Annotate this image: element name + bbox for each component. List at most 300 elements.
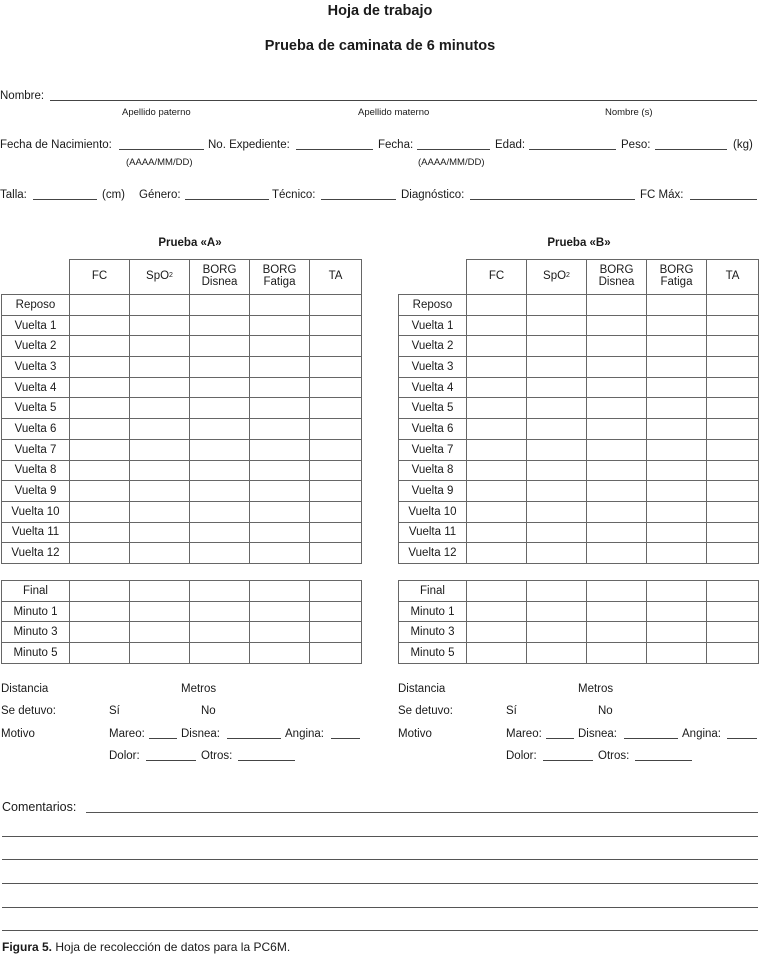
recovery-row	[2, 601, 362, 622]
data-cell[interactable]	[587, 398, 647, 419]
column-header-borg-fatiga: BORG Fatiga	[250, 260, 310, 295]
row-label: Vuelta 6	[2, 419, 70, 440]
data-cell[interactable]	[467, 357, 527, 378]
row-label: Vuelta 8	[2, 460, 70, 481]
lap-row	[2, 398, 362, 419]
lap-row	[2, 419, 362, 440]
data-cell[interactable]	[70, 439, 130, 460]
data-cell[interactable]	[527, 622, 587, 643]
data-cell[interactable]	[527, 377, 587, 398]
data-cell[interactable]	[70, 460, 130, 481]
data-cell[interactable]	[310, 522, 362, 543]
data-cell[interactable]	[527, 357, 587, 378]
recovery-row	[2, 581, 362, 602]
recovery-row	[2, 643, 362, 664]
data-cell[interactable]	[190, 357, 250, 378]
angina-label: Angina:	[285, 728, 325, 740]
row-label: Vuelta 9	[2, 481, 70, 502]
page-subtitle: Prueba de caminata de 6 minutos	[264, 38, 496, 54]
row-label: Vuelta 3	[2, 357, 70, 378]
data-cell[interactable]	[250, 357, 310, 378]
row-label: Vuelta 11	[2, 522, 70, 543]
data-cell[interactable]	[190, 501, 250, 522]
column-header-spo2: SpO 2	[527, 260, 587, 295]
data-cell[interactable]	[190, 377, 250, 398]
lap-row	[399, 522, 759, 543]
data-cell[interactable]	[707, 377, 759, 398]
data-cell[interactable]	[190, 460, 250, 481]
data-cell[interactable]	[130, 581, 190, 602]
data-cell[interactable]	[647, 460, 707, 481]
comentarios-line[interactable]	[2, 836, 758, 837]
column-header-borg-disnea: BORG Disnea	[587, 260, 647, 295]
data-cell[interactable]	[250, 622, 310, 643]
expediente-field[interactable]	[296, 149, 373, 150]
fecha-nacimiento-field[interactable]	[119, 149, 204, 150]
data-cell[interactable]	[647, 601, 707, 622]
data-cell[interactable]	[587, 439, 647, 460]
disnea-field[interactable]	[624, 738, 678, 739]
data-cell[interactable]	[527, 336, 587, 357]
data-cell[interactable]	[250, 601, 310, 622]
otros-field[interactable]	[238, 760, 295, 761]
data-cell[interactable]	[190, 336, 250, 357]
data-cell[interactable]	[467, 481, 527, 502]
row-label: Vuelta 10	[399, 501, 467, 522]
data-cell[interactable]	[70, 601, 130, 622]
data-cell[interactable]	[647, 501, 707, 522]
data-cell[interactable]	[130, 357, 190, 378]
data-cell[interactable]	[250, 419, 310, 440]
data-cell[interactable]	[647, 522, 707, 543]
data-cell[interactable]	[310, 460, 362, 481]
no-option[interactable]: No	[201, 705, 216, 717]
otros-label: Otros:	[598, 750, 630, 762]
data-cell[interactable]	[647, 295, 707, 316]
data-cell[interactable]	[130, 601, 190, 622]
data-cell[interactable]	[190, 581, 250, 602]
column-header-fc: FC	[467, 260, 527, 295]
lap-row	[2, 377, 362, 398]
nombres-label: Nombre (s)	[605, 107, 653, 118]
column-header-fc: FC	[70, 260, 130, 295]
data-cell[interactable]	[130, 522, 190, 543]
data-cell[interactable]	[647, 315, 707, 336]
data-cell[interactable]	[707, 501, 759, 522]
row-label: Vuelta 3	[399, 357, 467, 378]
data-cell[interactable]	[250, 398, 310, 419]
column-header-spo2: SpO 2	[130, 260, 190, 295]
data-cell[interactable]	[467, 439, 527, 460]
data-cell[interactable]	[647, 419, 707, 440]
nombre-field[interactable]	[50, 100, 757, 101]
fecha-field[interactable]	[417, 149, 490, 150]
data-cell[interactable]	[190, 419, 250, 440]
se-detuvo-label: Se detuvo:	[1, 705, 56, 717]
data-cell[interactable]	[467, 460, 527, 481]
dolor-field[interactable]	[146, 760, 196, 761]
data-cell[interactable]	[190, 543, 250, 564]
data-cell[interactable]	[70, 398, 130, 419]
data-cell[interactable]	[527, 581, 587, 602]
data-cell[interactable]	[130, 501, 190, 522]
mareo-field[interactable]	[149, 738, 177, 739]
data-cell[interactable]	[130, 439, 190, 460]
data-cell[interactable]	[70, 315, 130, 336]
data-cell[interactable]	[707, 622, 759, 643]
data-cell[interactable]	[587, 377, 647, 398]
data-cell[interactable]	[527, 315, 587, 336]
data-cell[interactable]	[190, 398, 250, 419]
prueba-a-recovery-table	[1, 580, 362, 664]
data-cell[interactable]	[707, 336, 759, 357]
data-cell[interactable]	[467, 622, 527, 643]
lap-row	[399, 543, 759, 564]
comentarios-line[interactable]	[2, 907, 758, 908]
data-cell[interactable]	[527, 295, 587, 316]
data-cell[interactable]	[707, 643, 759, 664]
mareo-label: Mareo:	[109, 728, 145, 740]
disnea-field[interactable]	[227, 738, 281, 739]
peso-label: Peso:	[621, 139, 651, 151]
comentarios-line[interactable]	[2, 883, 758, 884]
data-cell[interactable]	[527, 481, 587, 502]
fecha-label: Fecha:	[378, 139, 414, 151]
data-cell[interactable]	[130, 543, 190, 564]
disnea-label: Disnea:	[181, 728, 220, 740]
data-cell[interactable]	[130, 377, 190, 398]
data-cell[interactable]	[310, 622, 362, 643]
lap-row	[399, 315, 759, 336]
data-cell[interactable]	[707, 522, 759, 543]
data-cell[interactable]	[467, 522, 527, 543]
data-cell[interactable]	[527, 501, 587, 522]
data-cell[interactable]	[707, 543, 759, 564]
motivo-label: Motivo	[398, 728, 432, 740]
data-cell[interactable]	[587, 622, 647, 643]
data-cell[interactable]	[587, 315, 647, 336]
row-label: Reposo	[2, 295, 70, 316]
dolor-field[interactable]	[543, 760, 593, 761]
data-cell[interactable]	[250, 460, 310, 481]
angina-field[interactable]	[331, 738, 360, 739]
row-label: Vuelta 1	[399, 315, 467, 336]
recovery-row	[399, 601, 759, 622]
data-cell[interactable]	[587, 481, 647, 502]
data-cell[interactable]	[587, 357, 647, 378]
data-cell[interactable]	[467, 543, 527, 564]
data-cell[interactable]	[130, 336, 190, 357]
figure-number: Figura 5.	[2, 940, 53, 954]
table-corner	[399, 260, 467, 295]
lap-row	[2, 357, 362, 378]
page-title: Hoja de trabajo	[327, 3, 433, 19]
data-cell[interactable]	[707, 601, 759, 622]
recovery-row	[399, 643, 759, 664]
expediente-label: No. Expediente:	[208, 139, 290, 151]
data-cell[interactable]	[707, 295, 759, 316]
row-label: Minuto 3	[2, 622, 70, 643]
data-cell[interactable]	[467, 601, 527, 622]
data-cell[interactable]	[467, 581, 527, 602]
data-cell[interactable]	[70, 581, 130, 602]
data-cell[interactable]	[467, 398, 527, 419]
comentarios-line[interactable]	[2, 930, 758, 931]
data-cell[interactable]	[310, 336, 362, 357]
comentarios-line[interactable]	[2, 859, 758, 860]
data-cell[interactable]	[707, 398, 759, 419]
data-cell[interactable]	[250, 481, 310, 502]
data-cell[interactable]	[250, 295, 310, 316]
data-cell[interactable]	[310, 295, 362, 316]
data-cell[interactable]	[587, 543, 647, 564]
data-cell[interactable]	[467, 501, 527, 522]
otros-label: Otros:	[201, 750, 233, 762]
data-cell[interactable]	[587, 643, 647, 664]
genero-field[interactable]	[185, 199, 269, 200]
data-cell[interactable]	[467, 643, 527, 664]
edad-field[interactable]	[529, 149, 616, 150]
data-cell[interactable]	[467, 419, 527, 440]
data-cell[interactable]	[70, 336, 130, 357]
column-header-borg-fatiga: BORG Fatiga	[647, 260, 707, 295]
data-cell[interactable]	[310, 643, 362, 664]
otros-field[interactable]	[635, 760, 692, 761]
row-label: Final	[2, 581, 70, 602]
lap-row	[399, 357, 759, 378]
figure-caption-text: Hoja de recolección de datos para la PC6M.	[55, 940, 291, 954]
row-label: Vuelta 12	[399, 543, 467, 564]
lap-row	[399, 398, 759, 419]
data-cell[interactable]	[527, 398, 587, 419]
data-cell[interactable]	[310, 543, 362, 564]
data-cell[interactable]	[190, 522, 250, 543]
row-label: Vuelta 1	[2, 315, 70, 336]
si-option[interactable]: Sí	[109, 705, 120, 717]
angina-label: Angina:	[682, 728, 722, 740]
data-cell[interactable]	[647, 481, 707, 502]
data-cell[interactable]	[707, 315, 759, 336]
data-cell[interactable]	[587, 501, 647, 522]
lap-row	[2, 295, 362, 316]
lap-row	[399, 481, 759, 502]
data-cell[interactable]	[130, 419, 190, 440]
data-cell[interactable]	[130, 460, 190, 481]
data-cell[interactable]	[587, 336, 647, 357]
talla-label: Talla:	[0, 189, 27, 201]
data-cell[interactable]	[310, 419, 362, 440]
data-cell[interactable]	[587, 419, 647, 440]
data-cell[interactable]	[467, 377, 527, 398]
data-cell[interactable]	[527, 460, 587, 481]
data-cell[interactable]	[190, 439, 250, 460]
data-cell[interactable]	[647, 543, 707, 564]
data-cell[interactable]	[70, 295, 130, 316]
mareo-field[interactable]	[546, 738, 574, 739]
data-cell[interactable]	[70, 522, 130, 543]
data-cell[interactable]	[190, 315, 250, 336]
lap-row	[2, 481, 362, 502]
data-cell[interactable]	[310, 601, 362, 622]
nombre-label: Nombre:	[0, 90, 45, 102]
recovery-row	[2, 622, 362, 643]
data-cell[interactable]	[467, 295, 527, 316]
row-label: Minuto 1	[399, 601, 467, 622]
data-cell[interactable]	[190, 622, 250, 643]
data-cell[interactable]	[647, 622, 707, 643]
data-cell[interactable]	[250, 377, 310, 398]
no-option[interactable]: No	[598, 705, 613, 717]
row-label: Vuelta 2	[399, 336, 467, 357]
data-cell[interactable]	[70, 419, 130, 440]
metros-label: Metros	[181, 683, 217, 695]
talla-unit: (cm)	[102, 189, 125, 201]
recovery-row	[399, 622, 759, 643]
data-cell[interactable]	[70, 377, 130, 398]
genero-label: Género:	[139, 189, 181, 201]
prueba-b-title: Prueba «B»	[547, 237, 611, 249]
lap-row	[2, 522, 362, 543]
data-cell[interactable]	[587, 581, 647, 602]
data-cell[interactable]	[130, 398, 190, 419]
data-cell[interactable]	[647, 439, 707, 460]
data-cell[interactable]	[70, 501, 130, 522]
data-cell[interactable]	[527, 439, 587, 460]
data-cell[interactable]	[250, 336, 310, 357]
data-cell[interactable]	[647, 398, 707, 419]
data-cell[interactable]	[527, 543, 587, 564]
prueba-a-title: Prueba «A»	[158, 237, 222, 249]
lap-row	[399, 501, 759, 522]
data-cell[interactable]	[707, 419, 759, 440]
data-cell[interactable]	[587, 522, 647, 543]
row-label: Minuto 3	[399, 622, 467, 643]
row-label: Reposo	[399, 295, 467, 316]
peso-field[interactable]	[655, 149, 727, 150]
data-cell[interactable]	[310, 439, 362, 460]
row-label: Vuelta 5	[399, 398, 467, 419]
prueba-b-recovery-table	[398, 580, 759, 664]
data-cell[interactable]	[70, 622, 130, 643]
data-cell[interactable]	[250, 315, 310, 336]
table-corner	[2, 260, 70, 295]
data-cell[interactable]	[310, 581, 362, 602]
data-cell[interactable]	[707, 581, 759, 602]
dolor-label: Dolor:	[506, 750, 537, 762]
row-label: Vuelta 2	[2, 336, 70, 357]
data-cell[interactable]	[310, 315, 362, 336]
mareo-label: Mareo:	[506, 728, 542, 740]
row-label: Vuelta 10	[2, 501, 70, 522]
data-cell[interactable]	[707, 357, 759, 378]
data-cell[interactable]	[190, 295, 250, 316]
data-cell[interactable]	[527, 419, 587, 440]
data-cell[interactable]	[250, 439, 310, 460]
data-cell[interactable]	[527, 643, 587, 664]
data-cell[interactable]	[130, 315, 190, 336]
data-cell[interactable]	[70, 643, 130, 664]
talla-field[interactable]	[33, 199, 97, 200]
data-cell[interactable]	[587, 601, 647, 622]
data-cell[interactable]	[587, 295, 647, 316]
data-cell[interactable]	[130, 622, 190, 643]
row-label: Vuelta 4	[2, 377, 70, 398]
prueba-a-table	[1, 259, 362, 564]
column-header-ta: TA	[310, 260, 362, 295]
row-label: Vuelta 7	[399, 439, 467, 460]
data-cell[interactable]	[647, 643, 707, 664]
si-option[interactable]: Sí	[506, 705, 517, 717]
data-cell[interactable]	[250, 581, 310, 602]
data-cell[interactable]	[70, 481, 130, 502]
lap-row	[399, 439, 759, 460]
metros-label: Metros	[578, 683, 614, 695]
apellido-paterno-label: Apellido paterno	[122, 107, 191, 118]
recovery-row	[399, 581, 759, 602]
data-cell[interactable]	[70, 543, 130, 564]
data-cell[interactable]	[647, 357, 707, 378]
se-detuvo-label: Se detuvo:	[398, 705, 453, 717]
data-cell[interactable]	[130, 643, 190, 664]
data-cell[interactable]	[130, 481, 190, 502]
data-cell[interactable]	[467, 315, 527, 336]
data-cell[interactable]	[310, 501, 362, 522]
fecha-format: (AAAA/MM/DD)	[418, 157, 485, 168]
edad-label: Edad:	[495, 139, 526, 151]
data-cell[interactable]	[467, 336, 527, 357]
data-cell[interactable]	[130, 295, 190, 316]
data-cell[interactable]	[190, 601, 250, 622]
row-label: Vuelta 5	[2, 398, 70, 419]
comentarios-field[interactable]	[86, 812, 758, 813]
data-cell[interactable]	[527, 522, 587, 543]
data-cell[interactable]	[527, 601, 587, 622]
lap-row	[399, 295, 759, 316]
data-cell[interactable]	[250, 501, 310, 522]
data-cell[interactable]	[250, 643, 310, 664]
data-cell[interactable]	[707, 439, 759, 460]
row-label: Minuto 1	[2, 601, 70, 622]
data-cell[interactable]	[707, 460, 759, 481]
data-cell[interactable]	[647, 336, 707, 357]
data-cell[interactable]	[190, 481, 250, 502]
figure-caption	[2, 940, 290, 954]
data-cell[interactable]	[310, 398, 362, 419]
data-cell[interactable]	[310, 357, 362, 378]
row-label: Vuelta 7	[2, 439, 70, 460]
row-label: Minuto 5	[399, 643, 467, 664]
fc-max-field[interactable]	[690, 199, 757, 200]
data-cell[interactable]	[707, 481, 759, 502]
data-cell[interactable]	[647, 377, 707, 398]
row-label: Vuelta 12	[2, 543, 70, 564]
diagnostico-field[interactable]	[470, 199, 635, 200]
data-cell[interactable]	[190, 643, 250, 664]
data-cell[interactable]	[587, 460, 647, 481]
data-cell[interactable]	[70, 357, 130, 378]
diagnostico-label: Diagnóstico:	[401, 189, 465, 201]
data-cell[interactable]	[310, 377, 362, 398]
peso-unit: (kg)	[733, 139, 753, 151]
tecnico-field[interactable]	[321, 199, 396, 200]
data-cell[interactable]	[250, 522, 310, 543]
lap-row	[2, 460, 362, 481]
data-cell[interactable]	[250, 543, 310, 564]
data-cell[interactable]	[647, 581, 707, 602]
data-cell[interactable]	[310, 481, 362, 502]
row-label: Vuelta 11	[399, 522, 467, 543]
angina-field[interactable]	[727, 738, 757, 739]
